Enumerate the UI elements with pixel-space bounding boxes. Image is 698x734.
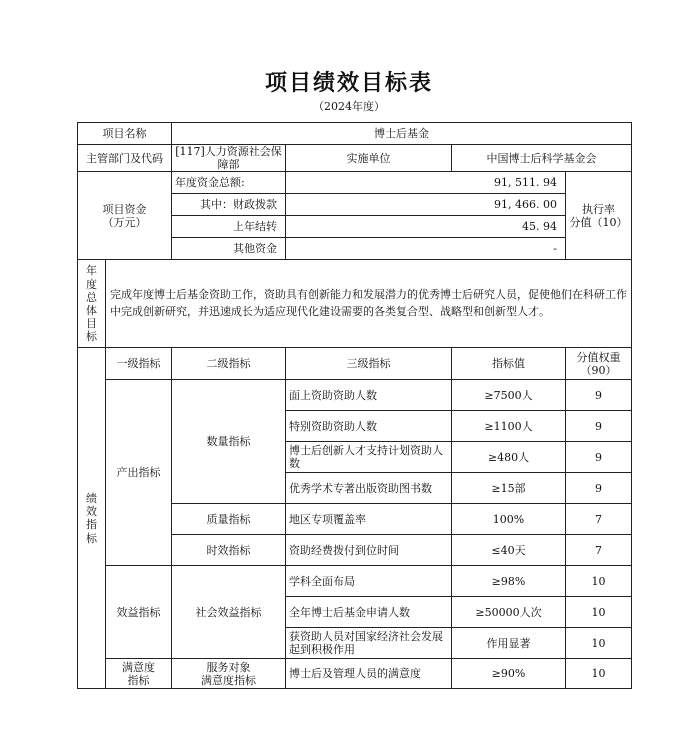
indicator-name: 学科全面布局 xyxy=(286,566,452,597)
indicator-weight: 10 xyxy=(566,659,632,689)
indicator-weight: 9 xyxy=(566,411,632,442)
perf-label-char: 指 xyxy=(86,518,97,532)
perf-label-char: 效 xyxy=(86,505,97,519)
indicator-weight: 7 xyxy=(566,504,632,535)
output-label: 产出指标 xyxy=(106,380,172,566)
header-level3: 三级指标 xyxy=(286,348,452,380)
satisfaction-label-line2: 指标 xyxy=(127,673,150,687)
indicator-value: ≥90% xyxy=(452,659,566,689)
indicator-weight: 10 xyxy=(566,628,632,659)
funds-label-line2: （万元） xyxy=(102,215,147,229)
perf-label xyxy=(78,348,106,689)
exec-rate-line2: 分值（10） xyxy=(569,215,628,229)
table-row xyxy=(78,260,632,348)
service-label-line1: 服务对象 xyxy=(206,660,251,674)
indicator-name: 博士后及管理人员的满意度 xyxy=(286,659,452,689)
table-row xyxy=(78,659,632,689)
indicator-name: 全年博士后基金申请人数 xyxy=(286,597,452,628)
header-level2: 二级指标 xyxy=(172,348,286,380)
indicator-value: ≥7500人 xyxy=(452,380,566,411)
header-weight-line1: 分值权重 xyxy=(576,350,621,364)
indicator-value: 作用显著 xyxy=(452,628,566,659)
indicator-weight: 10 xyxy=(566,566,632,597)
indicator-value: ≥480人 xyxy=(452,442,566,473)
other-value: - xyxy=(286,238,566,260)
quality-label: 质量指标 xyxy=(172,504,286,535)
indicator-name: 特别资助资助人数 xyxy=(286,411,452,442)
dept-value: [117]人力资源社会保障部 xyxy=(172,145,286,172)
unit-value: 中国博士后科学基金会 xyxy=(452,145,632,172)
perf-label-char: 绩 xyxy=(86,492,97,505)
indicator-name: 地区专项覆盖率 xyxy=(286,504,452,535)
goal-label-char: 年 xyxy=(86,264,97,278)
goal-label-char: 标 xyxy=(86,330,97,344)
exec-rate-line1: 执行率 xyxy=(582,202,615,216)
other-label: 其他资金 xyxy=(172,238,286,260)
indicator-weight: 9 xyxy=(566,473,632,504)
indicator-name: 资助经费拨付到位时间 xyxy=(286,535,452,566)
table-row xyxy=(78,348,632,380)
table-row xyxy=(78,123,632,145)
goal-label-char: 度 xyxy=(86,277,97,291)
carryover-label: 上年结转 xyxy=(172,216,286,238)
performance-table xyxy=(77,122,632,689)
project-name-label: 项目名称 xyxy=(78,123,172,145)
indicator-weight: 7 xyxy=(566,535,632,566)
header-weight xyxy=(566,348,632,380)
satisfaction-label-line1: 满意度 xyxy=(122,660,155,674)
perf-label-char: 标 xyxy=(86,531,97,545)
goal-text: 完成年度博士后基金资助工作，资助具有创新能力和发展潜力的优秀博士后研究人员，促使他们在科研工作中完成创新研究，并迅速成长为适应现代化建设需要的各类复合型、战略型和创新型人才。 xyxy=(106,260,632,348)
goal-label xyxy=(78,260,106,348)
indicator-value: ≥1100人 xyxy=(452,411,566,442)
funds-label xyxy=(78,172,172,260)
project-name-value: 博士后基金 xyxy=(172,123,632,145)
indicator-weight: 10 xyxy=(566,597,632,628)
funds-label-line1: 项目资金 xyxy=(102,202,147,216)
table-row xyxy=(78,566,632,597)
unit-label: 实施单位 xyxy=(286,145,452,172)
benefit-label: 效益指标 xyxy=(106,566,172,659)
indicator-value: ≥15部 xyxy=(452,473,566,504)
indicator-value: ≤40天 xyxy=(452,535,566,566)
indicator-weight: 9 xyxy=(566,380,632,411)
exec-rate xyxy=(566,172,632,260)
goal-label-char: 体 xyxy=(86,303,97,317)
indicator-name: 面上资助资助人数 xyxy=(286,380,452,411)
carryover-value: 45. 94 xyxy=(286,216,566,238)
goal-label-char: 目 xyxy=(86,317,97,331)
goal-label-char: 总 xyxy=(86,290,97,304)
indicator-name: 获资助人员对国家经济社会发展起到积极作用 xyxy=(286,628,452,659)
header-value: 指标值 xyxy=(452,348,566,380)
table-row xyxy=(78,145,632,172)
social-benefit-label: 社会效益指标 xyxy=(172,566,286,659)
service-label-line2: 满意度指标 xyxy=(201,673,256,687)
quantity-label: 数量指标 xyxy=(172,380,286,504)
indicator-weight: 9 xyxy=(566,442,632,473)
indicator-value: ≥98% xyxy=(452,566,566,597)
satisfaction-label xyxy=(106,659,172,689)
dept-label: 主管部门及代码 xyxy=(78,145,172,172)
total-label: 年度资金总额: xyxy=(172,172,286,194)
fiscal-value: 91, 466. 00 xyxy=(286,194,566,216)
service-label xyxy=(172,659,286,689)
time-label: 时效指标 xyxy=(172,535,286,566)
indicator-value: ≥50000人次 xyxy=(452,597,566,628)
table-row xyxy=(78,380,632,411)
indicator-value: 100% xyxy=(452,504,566,535)
page-subtitle: （2024年度） xyxy=(313,100,385,113)
header-level1: 一级指标 xyxy=(106,348,172,380)
page-title: 项目绩效目标表 xyxy=(264,70,433,96)
indicator-name: 博士后创新人才支持计划资助人数 xyxy=(286,442,452,473)
header-weight-line2: （90） xyxy=(580,363,617,377)
table-row xyxy=(78,172,632,194)
total-value: 91, 511. 94 xyxy=(286,172,566,194)
fiscal-label: 其中：财政拨款 xyxy=(172,194,286,216)
indicator-name: 优秀学术专著出版资助图书数 xyxy=(286,473,452,504)
